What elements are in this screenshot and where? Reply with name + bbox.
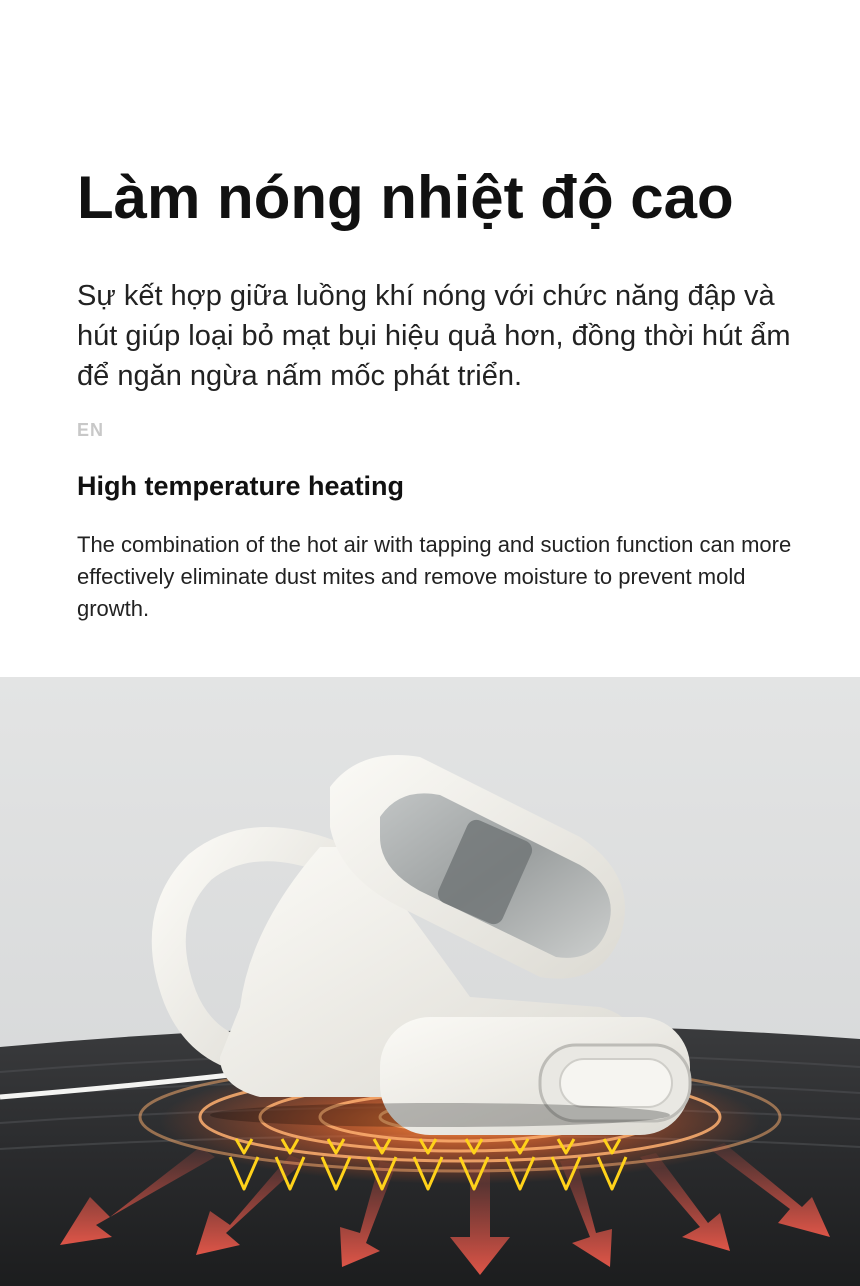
- description-vietnamese: Sự kết hợp giữa luồng khí nóng với chức năng đập và hút giúp loại bỏ mạt bụi hiệu quả hơn, đồng thời hút ẩm để ngăn ngừa nấm mốc phát triển.: [77, 280, 791, 392]
- description-english: The combination of the hot air with tapping and suction function can more effectively eliminate dust mites and remove moisture to prevent mold growth.: [77, 532, 792, 621]
- english-title: High temperature heating: [77, 471, 405, 501]
- product-illustration: [0, 677, 860, 1286]
- page-title: Làm nóng nhiệt độ cao: [77, 164, 734, 231]
- language-tag: EN: [77, 420, 105, 440]
- product-photo: [0, 677, 860, 1286]
